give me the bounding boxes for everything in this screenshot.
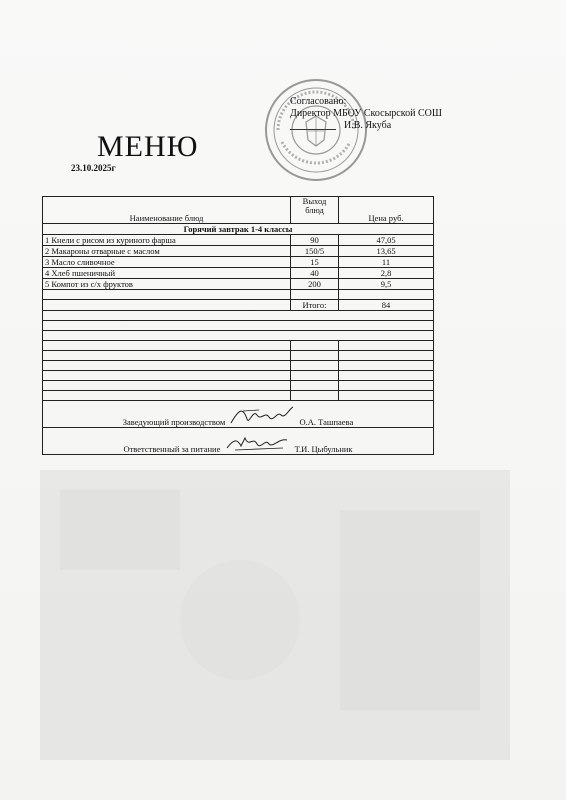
dish-price: 11 bbox=[339, 257, 434, 268]
approval-signer bbox=[290, 120, 442, 132]
approval-label: Согласовано: bbox=[290, 96, 347, 107]
table-row bbox=[43, 235, 434, 246]
section-title: Горячий завтрак 1-4 классы bbox=[43, 224, 434, 235]
dish-name: 1 Кнели с рисом из куриного фарша bbox=[43, 235, 291, 246]
table-row bbox=[43, 257, 434, 268]
production-role: Заведующий производством bbox=[122, 417, 226, 427]
header-price: Цена руб. bbox=[339, 197, 434, 224]
dish-name: 5 Компот из с/х фруктов bbox=[43, 279, 291, 290]
dish-price: 13,65 bbox=[339, 246, 434, 257]
header-yield: Выход блюд bbox=[291, 197, 339, 224]
empty-row bbox=[43, 371, 434, 381]
production-name: О.А. Ташпаева bbox=[299, 417, 354, 427]
table-row bbox=[43, 279, 434, 290]
empty-row bbox=[43, 341, 434, 351]
approval-person: И.В. Якуба bbox=[344, 120, 392, 131]
total-value: 84 bbox=[339, 300, 434, 311]
dish-yield: 40 bbox=[291, 268, 339, 279]
empty-row bbox=[43, 391, 434, 401]
empty-row bbox=[43, 290, 434, 300]
production-signature-row bbox=[43, 401, 434, 428]
table-header-row bbox=[43, 197, 434, 224]
dish-yield: 200 bbox=[291, 279, 339, 290]
menu-date: 23.10.2025г bbox=[71, 163, 116, 173]
total-label: Итого: bbox=[291, 300, 339, 311]
dish-yield: 150/5 bbox=[291, 246, 339, 257]
nutrition-signature bbox=[225, 432, 291, 454]
dish-name: 3 Масло сливочное bbox=[43, 257, 291, 268]
table-row bbox=[43, 246, 434, 257]
page-title: МЕНЮ bbox=[97, 130, 199, 163]
approval-signature-line bbox=[290, 120, 336, 130]
approval-position: Директор МБОУ Скосырской СОШ bbox=[290, 108, 442, 119]
empty-row bbox=[43, 311, 434, 321]
nutrition-signature-row bbox=[43, 428, 434, 455]
empty-row bbox=[43, 321, 434, 331]
approval-block bbox=[290, 96, 442, 132]
empty-row bbox=[43, 381, 434, 391]
empty-row bbox=[43, 331, 434, 341]
bleed-through-ghost-image bbox=[40, 470, 510, 760]
production-signature bbox=[229, 405, 295, 427]
dish-price: 47,05 bbox=[339, 235, 434, 246]
dish-yield: 15 bbox=[291, 257, 339, 268]
nutrition-role: Ответственный за питание bbox=[123, 444, 221, 454]
dish-price: 9,5 bbox=[339, 279, 434, 290]
nutrition-name: Т.И. Цыбульник bbox=[294, 444, 353, 454]
total-spacer bbox=[43, 300, 291, 311]
table-row bbox=[43, 268, 434, 279]
empty-row bbox=[43, 361, 434, 371]
dish-name: 2 Макароны отварные с маслом bbox=[43, 246, 291, 257]
dish-yield: 90 bbox=[291, 235, 339, 246]
header-name: Наименование блюд bbox=[43, 197, 291, 224]
section-row bbox=[43, 224, 434, 235]
dish-name: 4 Хлеб пшеничный bbox=[43, 268, 291, 279]
empty-row bbox=[43, 351, 434, 361]
total-row bbox=[43, 300, 434, 311]
dish-price: 2,8 bbox=[339, 268, 434, 279]
menu-table bbox=[42, 196, 434, 455]
